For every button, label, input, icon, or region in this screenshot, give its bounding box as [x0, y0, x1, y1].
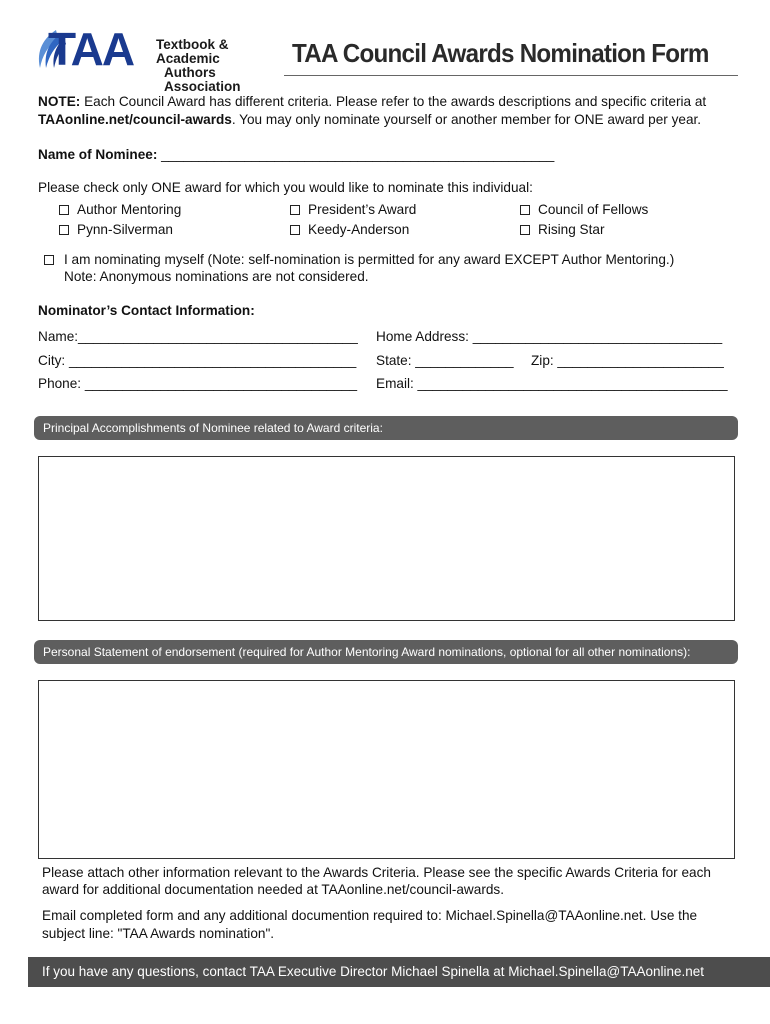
city-field[interactable]: City: ______________________________________	[38, 353, 357, 368]
award-label: Keedy-Anderson	[308, 222, 410, 237]
award-option-presidents-award[interactable]	[290, 201, 416, 219]
award-option-author-mentoring[interactable]	[59, 201, 181, 219]
award-option-pynn-silverman[interactable]	[59, 221, 173, 239]
checkbox[interactable]	[59, 205, 69, 215]
nominator-name-field[interactable]: Name:_____________________________________	[38, 329, 358, 344]
home-address-field[interactable]: Home Address: _________________________________	[376, 329, 723, 344]
accomplishments-textarea[interactable]	[38, 456, 735, 621]
email-field[interactable]: Email: _________________________________________	[376, 376, 728, 391]
statement-textarea[interactable]	[38, 680, 735, 859]
nominee-field[interactable]	[38, 146, 554, 164]
email-instruction-line-2: subject line: "TAA Awards nomination".	[42, 926, 275, 941]
award-option-keedy-anderson[interactable]	[290, 221, 409, 239]
checkbox[interactable]	[290, 225, 300, 235]
council-awards-link[interactable]: TAAonline.net/council-awards	[38, 112, 232, 127]
zip-field[interactable]: Zip: ______________________	[531, 353, 724, 368]
phone-field[interactable]: Phone: ____________________________________	[38, 376, 358, 391]
contact-heading: Nominator’s Contact Information:	[38, 303, 255, 318]
note-label: NOTE:	[38, 94, 81, 109]
taa-logo	[34, 23, 284, 94]
note-text-2: . You may only nominate yourself or another member for ONE award per year.	[231, 112, 702, 127]
checkbox[interactable]	[290, 205, 300, 215]
award-label: Council of Fellows	[538, 202, 649, 217]
anonymous-note: Note: Anonymous nominations are not considered.	[64, 269, 369, 284]
logo-association-name	[156, 38, 284, 94]
attach-instruction-line-2: award for additional documentation needed at TAAonline.net/council-awards.	[42, 882, 504, 897]
award-label: Pynn-Silverman	[77, 222, 173, 237]
award-label: Author Mentoring	[77, 202, 182, 217]
footer-contact-bar: If you have any questions, contact TAA Executive Director Michael Spinella at Michael.Spinella@TAAonline.net	[28, 957, 770, 987]
nominee-label: Name of Nominee:	[38, 147, 158, 162]
header-divider	[284, 75, 738, 76]
checkbox[interactable]	[520, 225, 530, 235]
self-nomination-text: I am nominating myself (Note: self-nomination is permitted for any award EXCEPT Author Mentoring.)	[64, 252, 675, 267]
nominee-blank[interactable]: ____________________________________________________	[157, 147, 555, 162]
logo-letters: TAA	[48, 23, 134, 75]
email-instruction-line-1: Email completed form and any additional documention required to: Michael.Spinella@TAAonline.net. Use the	[42, 908, 698, 923]
accomplishments-section-header: Principal Accomplishments of Nominee related to Award criteria:	[34, 416, 738, 440]
logo-line-2: Authors Association	[164, 65, 241, 94]
award-option-rising-star[interactable]	[520, 221, 604, 239]
award-label: Rising Star	[538, 222, 605, 237]
checkbox[interactable]	[520, 205, 530, 215]
checkbox[interactable]	[59, 225, 69, 235]
attach-instruction-line-1: Please attach other information relevant to the Awards Criteria. Please see the specific Awards Criteria for each	[42, 865, 711, 880]
award-instruction: Please check only ONE award for which you would like to nominate this individual:	[38, 180, 533, 195]
state-field[interactable]: State: _____________	[376, 353, 514, 368]
note-text-1: Each Council Award has different criteria. Please refer to the awards descriptions and specific criteria at	[80, 94, 707, 109]
award-option-council-of-fellows[interactable]	[520, 201, 648, 219]
note-line-1	[38, 93, 706, 111]
note-line-2	[38, 111, 701, 129]
self-nomination-checkbox[interactable]	[44, 255, 54, 265]
award-label: President’s Award	[308, 202, 417, 217]
form-title: TAA Council Awards Nomination Form	[292, 38, 709, 68]
statement-section-header: Personal Statement of endorsement (required for Author Mentoring Award nominations, optional for all other nominations):	[34, 640, 738, 664]
self-nomination-option[interactable]	[44, 251, 674, 269]
logo-line-1: Textbook & Academic	[156, 37, 229, 66]
